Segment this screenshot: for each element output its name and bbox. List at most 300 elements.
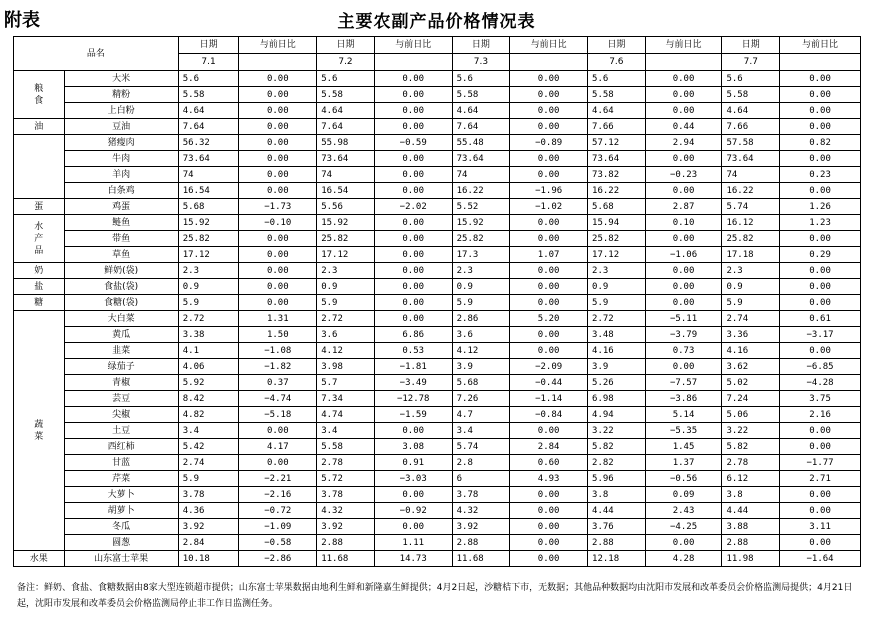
change-cell: −3.03 [374,471,452,487]
change-cell: −1.59 [374,407,452,423]
change-cell: 1.50 [239,327,317,343]
change-cell: −1.09 [239,519,317,535]
price-cell: 73.64 [722,151,780,167]
price-cell: 2.3 [452,263,510,279]
change-cell: 0.00 [239,423,317,439]
change-cell: 0.00 [510,103,588,119]
change-cell: 0.00 [374,423,452,439]
change-cell: 0.10 [645,215,722,231]
change-cell: 0.00 [510,71,588,87]
table-row [14,503,861,519]
change-cell: 0.00 [374,231,452,247]
price-cell: 3.92 [452,519,510,535]
price-cell: 6 [452,471,510,487]
change-header: 与前日比 [510,37,588,54]
price-cell: 5.68 [178,199,239,215]
item-name: 牛肉 [64,151,178,167]
price-cell: 3.36 [722,327,780,343]
price-cell: 15.92 [452,215,510,231]
table-row [14,71,861,87]
price-cell: 5.82 [588,439,646,455]
change-cell: −2.21 [239,471,317,487]
table-row [14,391,861,407]
price-cell: 16.12 [722,215,780,231]
change-cell: 0.00 [645,183,722,199]
price-cell: 2.74 [722,311,780,327]
price-cell: 7.64 [317,119,375,135]
item-name: 绿茄子 [64,359,178,375]
price-cell: 11.68 [452,551,510,567]
change-cell: 0.00 [780,295,861,311]
change-cell: 0.91 [374,455,452,471]
price-cell: 73.64 [588,151,646,167]
change-cell: 0.00 [510,551,588,567]
change-cell: 0.61 [780,311,861,327]
price-cell: 2.82 [588,455,646,471]
price-cell: 2.72 [317,311,375,327]
change-cell: −1.96 [510,183,588,199]
change-cell: 5.14 [645,407,722,423]
change-cell: −3.79 [645,327,722,343]
change-cell: 0.00 [780,151,861,167]
category-cell: 蔬 菜 [14,311,65,551]
change-cell: 0.00 [239,183,317,199]
change-cell: 0.00 [374,167,452,183]
change-cell: 0.00 [510,167,588,183]
change-cell: 3.08 [374,439,452,455]
price-cell: 0.9 [317,279,375,295]
price-cell: 2.3 [317,263,375,279]
price-cell: 5.74 [722,199,780,215]
item-name: 尖椒 [64,407,178,423]
change-cell: 14.73 [374,551,452,567]
change-cell: −0.72 [239,503,317,519]
table-row [14,167,861,183]
price-cell: 8.42 [178,391,239,407]
change-cell: −0.84 [510,407,588,423]
price-cell: 4.32 [317,503,375,519]
table-row [14,183,861,199]
change-cell: 4.28 [645,551,722,567]
date-value: 7.7 [722,54,780,71]
item-name: 食糖(袋) [64,295,178,311]
change-cell: 0.00 [780,343,861,359]
item-name: 食盐(袋) [64,279,178,295]
date-value: 7.3 [452,54,510,71]
change-cell: 0.00 [510,151,588,167]
item-name: 西红柿 [64,439,178,455]
change-cell: −3.17 [780,327,861,343]
table-row [14,263,861,279]
change-cell: 0.00 [510,87,588,103]
table-row [14,199,861,215]
date-value: 7.6 [588,54,646,71]
change-cell: 6.86 [374,327,452,343]
change-cell: 0.00 [374,71,452,87]
price-cell: 2.3 [722,263,780,279]
price-cell: 17.12 [588,247,646,263]
price-cell: 17.18 [722,247,780,263]
price-cell: 0.9 [178,279,239,295]
change-cell: 1.23 [780,215,861,231]
price-cell: 7.34 [317,391,375,407]
price-cell: 25.82 [588,231,646,247]
change-cell: 0.00 [239,279,317,295]
change-cell: 0.00 [239,87,317,103]
item-name: 山东富士苹果 [64,551,178,567]
table-row [14,471,861,487]
change-cell: 0.00 [510,327,588,343]
price-cell: 3.92 [317,519,375,535]
change-cell: 0.00 [374,487,452,503]
price-cell: 0.9 [588,279,646,295]
category-cell: 蛋 [14,199,65,215]
change-cell: 0.00 [645,231,722,247]
price-cell: 2.88 [722,535,780,551]
price-cell: 5.52 [452,199,510,215]
category-cell: 水果 [14,551,65,567]
change-cell: 2.16 [780,407,861,423]
price-cell: 4.06 [178,359,239,375]
price-cell: 4.64 [178,103,239,119]
table-row [14,487,861,503]
date-header: 日期 [452,37,510,54]
change-cell: 3.75 [780,391,861,407]
price-cell: 5.06 [722,407,780,423]
change-cell: 0.00 [510,119,588,135]
table-row [14,407,861,423]
price-cell: 3.8 [722,487,780,503]
price-cell: 4.16 [588,343,646,359]
change-cell: −1.73 [239,199,317,215]
price-cell: 5.7 [317,375,375,391]
price-cell: 4.16 [722,343,780,359]
change-cell: −2.09 [510,359,588,375]
price-cell: 3.78 [452,487,510,503]
change-cell: 0.00 [780,119,861,135]
change-cell: −1.14 [510,391,588,407]
price-cell: 3.78 [317,487,375,503]
change-cell: −1.64 [780,551,861,567]
price-cell: 4.1 [178,343,239,359]
change-cell: 0.00 [780,231,861,247]
date-value: 7.2 [317,54,375,71]
change-cell: 0.00 [239,71,317,87]
change-cell: 0.00 [780,71,861,87]
change-cell: 1.45 [645,439,722,455]
table-row [14,231,861,247]
table-row [14,375,861,391]
change-cell: 0.00 [510,279,588,295]
change-cell: 0.00 [510,295,588,311]
price-cell: 2.88 [588,535,646,551]
item-name: 圆葱 [64,535,178,551]
change-cell: 0.00 [239,231,317,247]
table-row [14,359,861,375]
price-cell: 6.98 [588,391,646,407]
change-cell: 0.00 [374,279,452,295]
price-cell: 5.6 [317,71,375,87]
price-cell: 73.64 [452,151,510,167]
change-cell: −0.56 [645,471,722,487]
price-cell: 2.3 [588,263,646,279]
change-cell: −2.86 [239,551,317,567]
item-name: 带鱼 [64,231,178,247]
change-cell: −0.44 [510,375,588,391]
price-cell: 5.68 [588,199,646,215]
price-cell: 4.7 [452,407,510,423]
change-cell: −6.85 [780,359,861,375]
change-cell: 0.00 [374,183,452,199]
change-cell: 0.00 [374,295,452,311]
change-cell: −1.81 [374,359,452,375]
change-cell: 0.00 [374,119,452,135]
change-cell: 3.11 [780,519,861,535]
change-cell: 0.00 [780,103,861,119]
price-cell: 3.4 [317,423,375,439]
change-cell: 0.00 [780,87,861,103]
price-cell: 2.72 [178,311,239,327]
price-cell: 12.18 [588,551,646,567]
price-cell: 55.98 [317,135,375,151]
change-cell: 1.37 [645,455,722,471]
change-cell: 0.00 [374,263,452,279]
price-cell: 16.22 [722,183,780,199]
price-cell: 5.68 [452,375,510,391]
change-cell: 0.00 [645,279,722,295]
price-cell: 57.12 [588,135,646,151]
change-cell: −0.89 [510,135,588,151]
change-cell: 0.00 [780,439,861,455]
change-cell: 0.09 [645,487,722,503]
price-cell: 5.58 [588,87,646,103]
item-name: 大白菜 [64,311,178,327]
price-cell: 5.96 [588,471,646,487]
change-cell: −0.23 [645,167,722,183]
change-cell: 0.00 [239,295,317,311]
item-name: 大米 [64,71,178,87]
price-cell: 3.78 [178,487,239,503]
price-cell: 3.9 [452,359,510,375]
table-row [14,119,861,135]
price-cell: 25.82 [317,231,375,247]
change-cell: −2.02 [374,199,452,215]
change-cell: −7.57 [645,375,722,391]
price-cell: 5.58 [317,439,375,455]
table-row [14,135,861,151]
change-cell: 0.00 [645,535,722,551]
price-cell: 2.72 [588,311,646,327]
table-row [14,295,861,311]
date-value: 7.1 [178,54,239,71]
price-cell: 4.44 [588,503,646,519]
change-cell: −4.74 [239,391,317,407]
price-cell: 5.42 [178,439,239,455]
table-row [14,519,861,535]
price-cell: 7.64 [178,119,239,135]
item-name: 鸡蛋 [64,199,178,215]
price-cell: 55.48 [452,135,510,151]
price-cell: 5.26 [588,375,646,391]
price-cell: 4.44 [722,503,780,519]
item-name: 白条鸡 [64,183,178,199]
change-cell: 0.00 [510,503,588,519]
change-cell: 0.00 [510,343,588,359]
table-row [14,103,861,119]
price-cell: 2.78 [317,455,375,471]
change-cell: 0.00 [374,151,452,167]
table-row [14,215,861,231]
price-cell: 5.58 [317,87,375,103]
change-cell: 0.00 [645,263,722,279]
item-name: 芹菜 [64,471,178,487]
table-row [14,439,861,455]
item-name: 草鱼 [64,247,178,263]
price-cell: 11.98 [722,551,780,567]
change-cell: 2.43 [645,503,722,519]
table-row [14,535,861,551]
item-name: 猪瘦肉 [64,135,178,151]
price-table [13,36,861,567]
change-cell: 0.00 [374,103,452,119]
change-cell: −1.02 [510,199,588,215]
item-name: 精粉 [64,87,178,103]
item-name: 冬瓜 [64,519,178,535]
price-cell: 5.6 [178,71,239,87]
change-cell: 0.00 [780,535,861,551]
price-cell: 57.58 [722,135,780,151]
item-name: 鲢鱼 [64,215,178,231]
price-cell: 73.82 [588,167,646,183]
change-cell: 0.29 [780,247,861,263]
price-cell: 3.48 [588,327,646,343]
price-cell: 4.94 [588,407,646,423]
change-cell: 0.00 [510,263,588,279]
price-cell: 73.64 [317,151,375,167]
price-cell: 0.9 [722,279,780,295]
change-cell: 0.73 [645,343,722,359]
change-cell: 1.26 [780,199,861,215]
price-cell: 5.9 [588,295,646,311]
item-name: 芸豆 [64,391,178,407]
price-cell: 5.9 [722,295,780,311]
change-cell: −0.10 [239,215,317,231]
price-cell: 2.88 [317,535,375,551]
date-header: 日期 [722,37,780,54]
category-cell: 奶 [14,263,65,279]
price-cell: 5.56 [317,199,375,215]
change-cell: 0.53 [374,343,452,359]
price-cell: 3.6 [317,327,375,343]
change-cell: 1.07 [510,247,588,263]
price-cell: 5.74 [452,439,510,455]
header-row-labels [14,37,861,54]
change-cell: 0.00 [374,247,452,263]
price-cell: 0.9 [452,279,510,295]
price-cell: 4.12 [452,343,510,359]
change-cell: 0.00 [239,263,317,279]
change-cell: 0.00 [645,71,722,87]
appendix-label: 附表 [4,10,40,31]
price-cell: 5.02 [722,375,780,391]
change-cell: 0.44 [645,119,722,135]
change-cell: 0.00 [510,215,588,231]
change-cell: 0.00 [645,87,722,103]
item-name: 甘蓝 [64,455,178,471]
price-cell: 4.12 [317,343,375,359]
change-cell: 0.00 [780,487,861,503]
table-row [14,551,861,567]
price-cell: 7.66 [588,119,646,135]
price-cell: 5.82 [722,439,780,455]
price-cell: 74 [317,167,375,183]
item-name: 胡萝卜 [64,503,178,519]
price-cell: 74 [722,167,780,183]
price-cell: 3.98 [317,359,375,375]
item-name: 上白粉 [64,103,178,119]
price-cell: 5.6 [722,71,780,87]
price-cell: 2.8 [452,455,510,471]
price-cell: 17.3 [452,247,510,263]
product-name-header: 品名 [14,37,179,71]
change-cell: −5.18 [239,407,317,423]
price-cell: 3.22 [588,423,646,439]
price-cell: 5.58 [722,87,780,103]
table-row [14,87,861,103]
price-cell: 16.54 [178,183,239,199]
change-cell: −0.58 [239,535,317,551]
change-cell: −0.92 [374,503,452,519]
change-cell: 0.00 [780,503,861,519]
change-cell: 5.20 [510,311,588,327]
price-cell: 2.74 [178,455,239,471]
price-cell: 4.64 [588,103,646,119]
price-cell: 3.62 [722,359,780,375]
change-cell: 0.00 [239,167,317,183]
change-cell: 0.00 [510,519,588,535]
change-cell: −4.25 [645,519,722,535]
table-row [14,311,861,327]
price-cell: 16.22 [588,183,646,199]
item-name: 土豆 [64,423,178,439]
date-header: 日期 [317,37,375,54]
change-cell: −0.59 [374,135,452,151]
table-row [14,327,861,343]
date-header: 日期 [178,37,239,54]
change-cell: 0.00 [510,487,588,503]
price-cell: 4.64 [722,103,780,119]
price-cell: 7.24 [722,391,780,407]
price-cell: 5.6 [588,71,646,87]
change-cell: 0.00 [510,231,588,247]
price-cell: 11.68 [317,551,375,567]
page-title: 主要农副产品价格情况表 [337,12,536,32]
table-row [14,279,861,295]
price-cell: 3.22 [722,423,780,439]
item-name: 大萝卜 [64,487,178,503]
table-row [14,343,861,359]
change-cell: 2.71 [780,471,861,487]
change-header: 与前日比 [374,37,452,54]
price-cell: 5.72 [317,471,375,487]
change-cell: −1.77 [780,455,861,471]
price-cell: 25.82 [722,231,780,247]
price-cell: 74 [178,167,239,183]
price-cell: 3.9 [588,359,646,375]
price-cell: 17.12 [317,247,375,263]
price-cell: 6.12 [722,471,780,487]
change-cell: 0.00 [374,519,452,535]
